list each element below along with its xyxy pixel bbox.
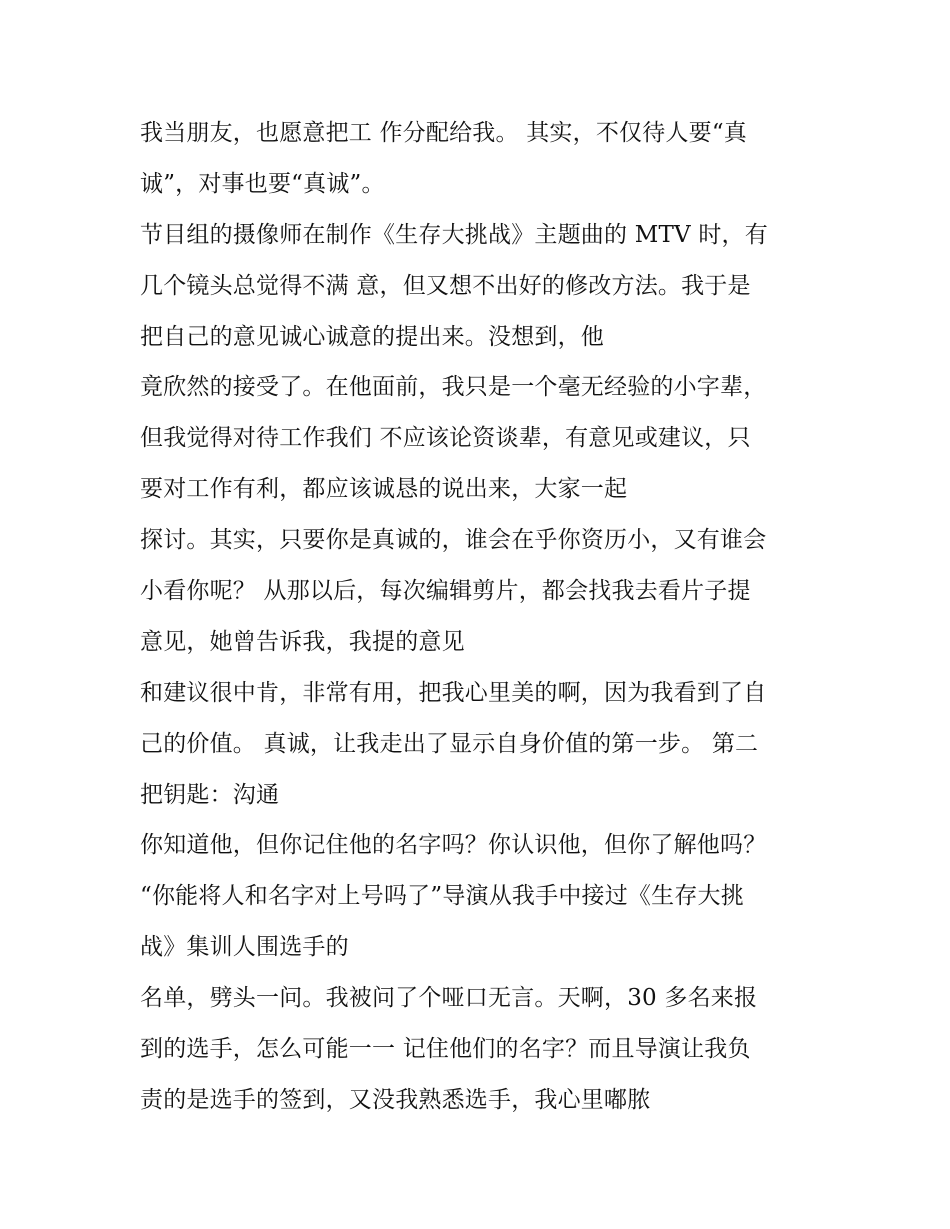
text-line: 意见，她曾告诉我，我提的意见 (140, 628, 465, 655)
text-line: 己的价值。 真诚，让我走出了显示自身价值的第一步。 第二 (140, 730, 759, 757)
text-line: 但我觉得对待工作我们 不应该论资谈辈，有意见或建议，只 (140, 425, 751, 452)
text-line: “你能将人和名字对上号吗了”导演从我手中接过《生存大挑 (140, 883, 744, 910)
text-line: 节目组的摄像师在制作《生存大挑战》主题曲的 MTV 时，有 (140, 221, 768, 248)
text-line: 战》集训人围选手的 (140, 934, 349, 961)
text-line: 诚”，对事也要“真诚”。 (140, 170, 385, 197)
text-line: 把自己的意见诚心诚意的提出来。没想到，他 (140, 323, 604, 350)
text-line: 探讨。其实，只要你是真诚的，谁会在乎你资历小，又有谁会 (140, 527, 767, 554)
text-line: 把钥匙：沟通 (140, 781, 280, 808)
body-text (140, 108, 830, 1126)
text-line: 名单，劈头一问。我被问了个哑口无言。天啊，30 多名来报 (140, 985, 758, 1012)
text-line: 我当朋友，也愿意把工 作分配给我。 其实，不仅待人要“真 (140, 120, 747, 146)
text-line: 小看你呢？ 从那以后，每次编辑剪片，都会找我去看片子提 (140, 578, 751, 605)
text-line: 和建议很中肯，非常有用，把我心里美的啊，因为我看到了自 (140, 679, 767, 706)
text-line: 你知道他，但你记住他的名字吗？你认识他，但你了解他吗？ (140, 832, 767, 859)
text-line: 到的选手，怎么可能一一 记住他们的名字？而且导演让我负 (140, 1036, 751, 1063)
text-line: 要对工作有利，都应该诚恳的说出来，大家一起 (140, 476, 628, 503)
text-line: 几个镜头总觉得不满 意，但又想不出好的修改方法。我于是 (140, 272, 751, 299)
text-line: 竟欣然的接受了。在他面前，我只是一个毫无经验的小字辈， (140, 374, 767, 401)
text-line: 责的是选手的签到，又没我熟悉选手，我心里嘟脓 (140, 1086, 651, 1113)
